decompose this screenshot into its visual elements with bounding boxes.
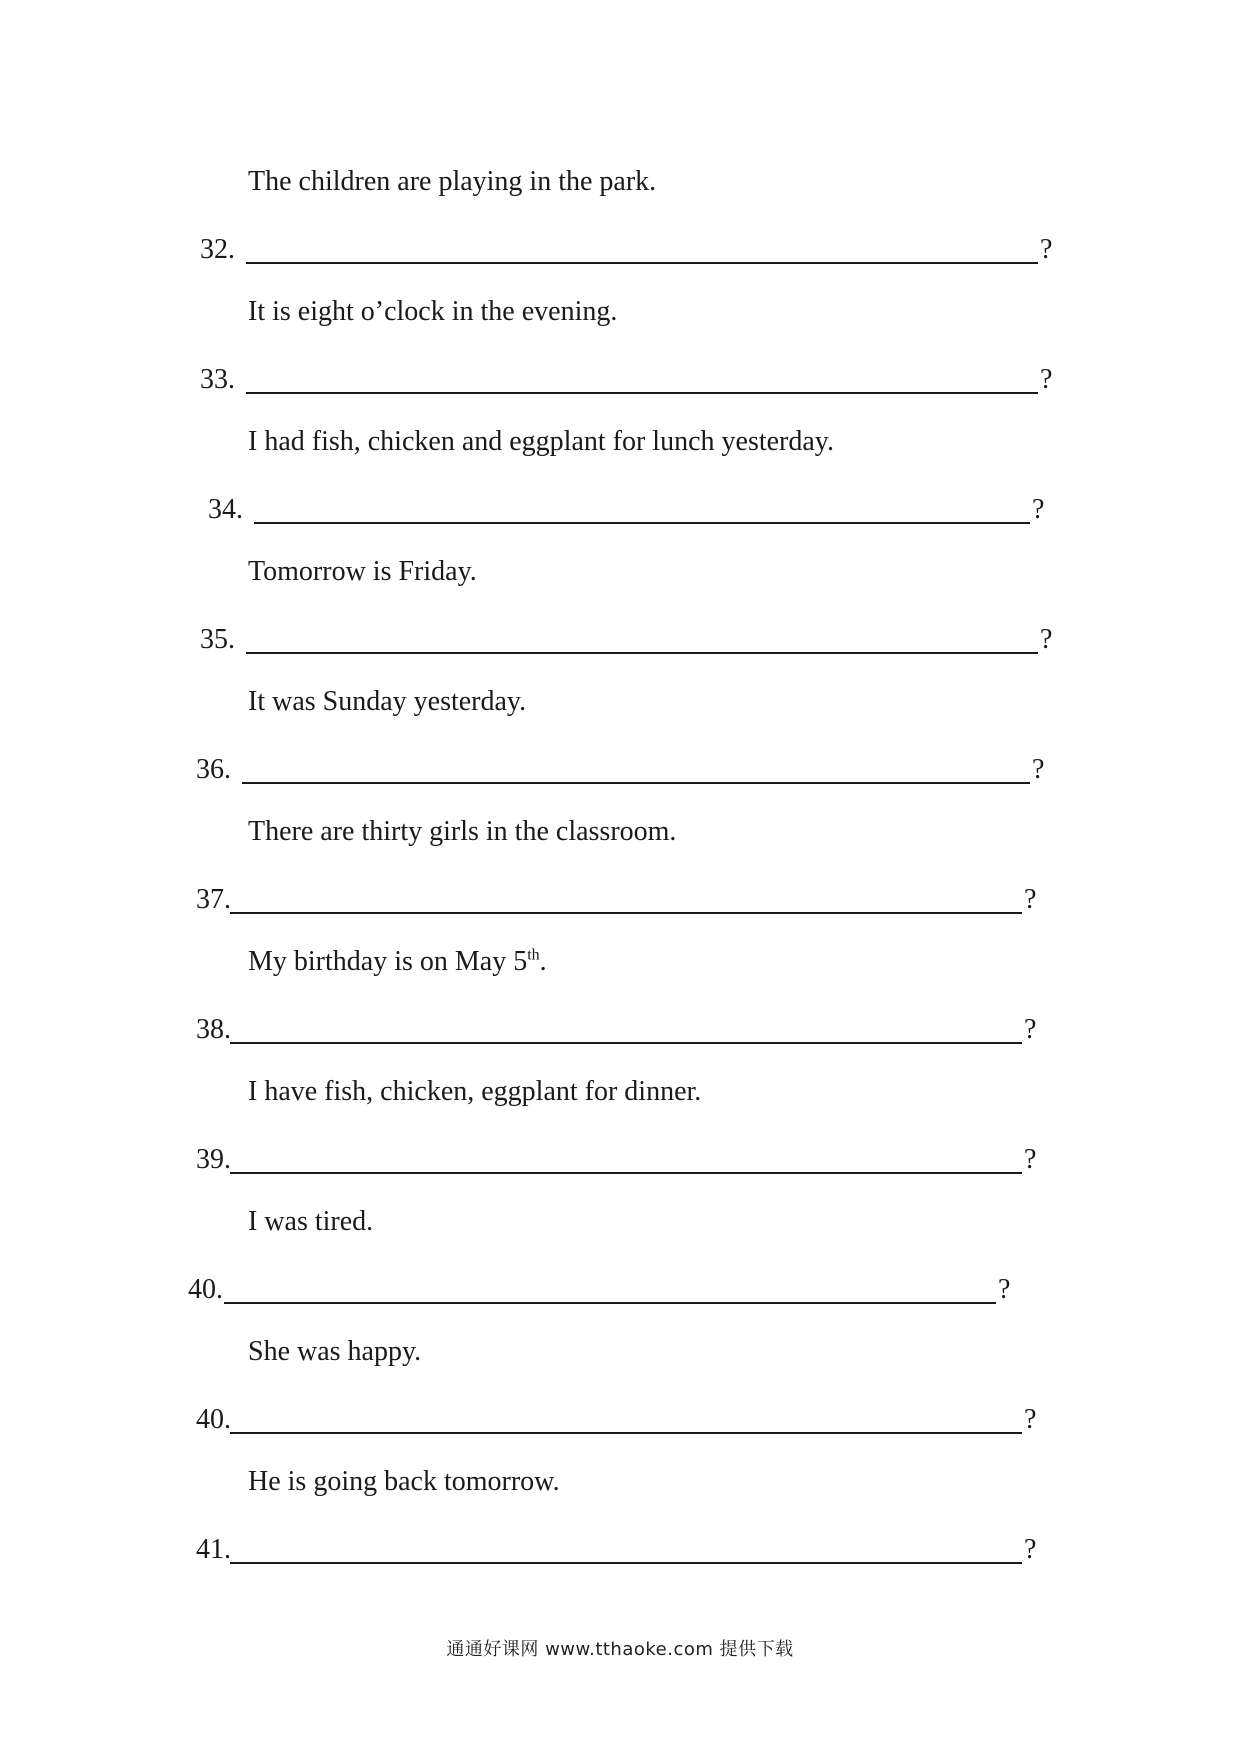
answer-sentence: I have fish, chicken, eggplant for dinner.	[248, 1076, 702, 1107]
question-line	[196, 1404, 1056, 1436]
answer-blank[interactable]	[254, 522, 1030, 524]
answer-sentence: I had fish, chicken and eggplant for lunch yesterday.	[248, 426, 834, 457]
question-number: 40.	[188, 1274, 223, 1305]
answer-blank[interactable]	[246, 652, 1038, 654]
question-mark: ?	[1032, 494, 1045, 525]
answer-sentence-birthday	[248, 946, 547, 978]
answer-blank[interactable]	[230, 1042, 1022, 1044]
answer-sentence: It was Sunday yesterday.	[248, 686, 527, 717]
answer-sentence: The children are playing in the park.	[248, 166, 657, 197]
question-line	[200, 234, 1060, 266]
question-line	[208, 494, 1058, 526]
question-mark: ?	[1024, 884, 1037, 915]
question-number: 41.	[196, 1534, 231, 1565]
answer-sentence: I was tired.	[248, 1206, 374, 1237]
answer-sentence: She was happy.	[248, 1336, 422, 1367]
answer-sentence: It is eight o’clock in the evening.	[248, 296, 618, 327]
question-line	[188, 1274, 1028, 1306]
answer-blank[interactable]	[246, 262, 1038, 264]
question-mark: ?	[1040, 364, 1053, 395]
answer-sentence: My birthday is on May 5	[248, 946, 528, 977]
footer-source-text: 通通好课网 www.tthaoke.com 提供下载	[446, 1639, 794, 1660]
ordinal-suffix: th	[527, 946, 540, 964]
answer-blank[interactable]	[242, 782, 1030, 784]
question-mark: ?	[1040, 624, 1053, 655]
question-mark: ?	[1024, 1404, 1037, 1435]
question-line	[196, 1014, 1056, 1046]
question-mark: ?	[1040, 234, 1053, 265]
question-mark: ?	[1032, 754, 1045, 785]
answer-blank[interactable]	[246, 392, 1038, 394]
answer-sentence: He is going back tomorrow.	[248, 1466, 560, 1497]
question-line	[196, 884, 1056, 916]
question-mark: ?	[1024, 1014, 1037, 1045]
question-line	[200, 364, 1060, 396]
question-number: 35.	[200, 624, 235, 655]
answer-blank[interactable]	[224, 1302, 996, 1304]
question-mark: ?	[1024, 1144, 1037, 1175]
question-line	[200, 624, 1060, 656]
answer-sentence: There are thirty girls in the classroom.	[248, 816, 677, 847]
question-number: 34.	[208, 494, 243, 525]
question-number: 39.	[196, 1144, 231, 1175]
question-number: 37.	[196, 884, 231, 915]
sentence-period: .	[539, 946, 547, 977]
answer-blank[interactable]	[230, 912, 1022, 914]
question-line	[196, 1144, 1056, 1176]
question-number: 36.	[196, 754, 231, 785]
answer-blank[interactable]	[230, 1432, 1022, 1434]
question-line	[196, 1534, 1056, 1566]
question-mark: ?	[998, 1274, 1011, 1305]
answer-sentence: Tomorrow is Friday.	[248, 556, 477, 587]
question-number: 32.	[200, 234, 235, 265]
question-number: 38.	[196, 1014, 231, 1045]
answer-blank[interactable]	[230, 1172, 1022, 1174]
question-mark: ?	[1024, 1534, 1037, 1565]
question-line	[196, 754, 1056, 786]
question-number: 33.	[200, 364, 235, 395]
question-number: 40.	[196, 1404, 231, 1435]
answer-blank[interactable]	[230, 1562, 1022, 1564]
